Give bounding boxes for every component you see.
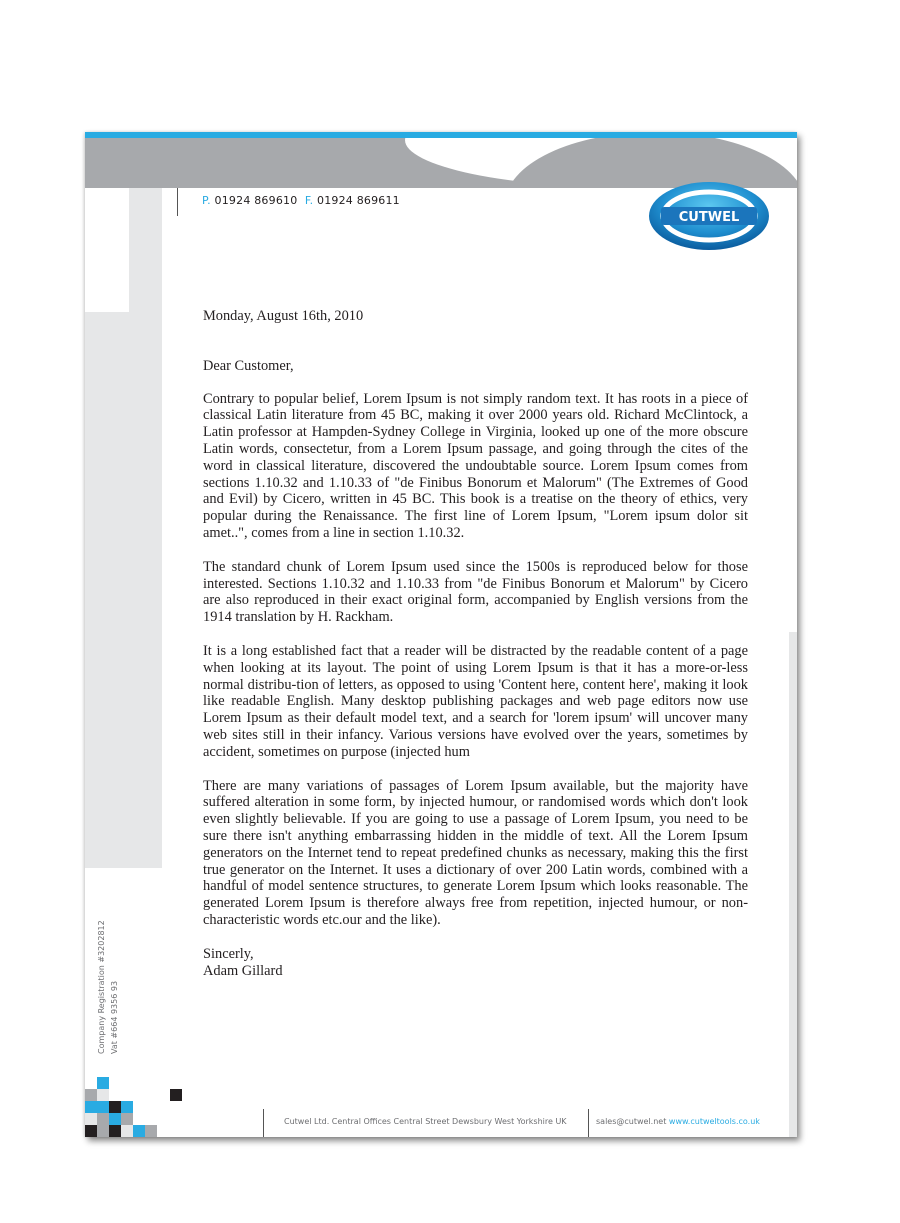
footer-contact [596,1117,760,1126]
mosaic-square [109,1101,121,1113]
header-divider [177,188,178,216]
fax-number: 01924 869611 [317,194,400,207]
side-band-notch [85,188,129,312]
letter-body [203,308,748,979]
vat-number: Vat #664 9356 93 [110,980,119,1054]
mosaic-square [121,1125,133,1137]
letterhead-page [85,132,797,1137]
mosaic-square [97,1113,109,1125]
letter-signature: Adam Gillard [203,962,283,979]
mosaic-square [121,1113,133,1125]
footer-divider [263,1109,264,1137]
mosaic-square [85,1113,97,1125]
phone-label: P. [202,194,211,207]
registration-info [95,920,121,1054]
cutwel-logo [647,180,771,252]
letter-date: Monday, August 16th, 2010 [203,308,364,324]
footer-address: Cutwel Ltd. Central Offices Central Street Dewsbury West Yorkshire UK [284,1117,567,1126]
company-registration: Company Registration #3202812 [97,920,106,1054]
mosaic-square [97,1125,109,1137]
letter-greeting: Dear Customer, [203,357,294,374]
mosaic-square [170,1089,182,1101]
right-edge-band [789,632,797,1137]
header-blue-stripe [85,132,797,138]
paragraph-1: Contrary to popular belief, Lorem Ipsum is not simply random text. It has roots in a piece of classical Latin literature from 45 BC, making it over 2000 years old. Richard McClintock, a Latin professor at Hampden-Sydney College in Virginia, looked up one of the more obscure Latin words, consectetur, from a Lorem Ipsum passage, and going through the cites of the word in classical literature, discovered the undoubtable source. Lorem Ipsum comes from sections 1.10.32 and 1.10.33 of "de Finibus Bonorum et Malorum" (The Extremes of Good and Evil) by Cicero, written in 45 BC. This book is a treatise on the theory of ethics, very popular during the Renaissance. The first line of Lorem Ipsum, "Lorem ipsum dolor sit amet..", comes from a line in section 1.10.32. [203,390,748,541]
logo-text: CUTWEL [678,210,740,225]
paragraph-4: There are many variations of passages of Lorem Ipsum available, but the majority have suffered alteration in some form, by injected humour, or randomised words which don't look even slightly believable. If you are going to use a passage of Lorem Ipsum, you need to be sure there isn't anything embarrassing hidden in the middle of text. All the Lorem Ipsum generators on the Internet tend to repeat predefined chunks as necessary, making this the first true generator on the Internet. It uses a dictionary of over 200 Latin words, combined with a handful of model sentence structures, to generate Lorem Ipsum which looks reasonable. The generated Lorem Ipsum is therefore always free from repetition, injected humour, or non-characteristic words etc.our and the like). [203,777,748,928]
mosaic-square [85,1125,97,1137]
mosaic-square [97,1089,109,1101]
footer-website[interactable]: www.cutweltools.co.uk [668,1117,760,1126]
paragraph-3: It is a long established fact that a reader will be distracted by the readable content of a page when looking at its layout. The point of using Lorem Ipsum is that it has a more-or-less normal distribu-tion of letters, as opposed to using 'Content here, content here', making it look like readable English. Many desktop publishing packages and web page editors now use Lorem Ipsum as their default model text, and a search for 'lorem ipsum' will uncover many web sites still in their infancy. Various versions have evolved over the years, sometimes by accident, sometimes on purpose (injected hum [203,642,748,760]
mosaic-square [85,1101,97,1113]
footer-divider [588,1109,589,1137]
mosaic-square [85,1089,97,1101]
mosaic-square [97,1101,109,1113]
fax-label: F. [304,194,314,207]
mosaic-square [121,1101,133,1113]
footer-email[interactable]: sales@cutwel.net [596,1117,667,1126]
letter-closing: Sincerly, [203,945,254,962]
mosaic-square [109,1125,121,1137]
mosaic-square [145,1125,157,1137]
contact-numbers [202,194,400,207]
mosaic-square [97,1077,109,1089]
mosaic-square [109,1113,121,1125]
paragraph-2: The standard chunk of Lorem Ipsum used since the 1500s is reproduced below for those interested. Sections 1.10.32 and 1.10.33 from "de Finibus Bonorum et Malorum" by Cicero are also reproduced in their exact original form, accompanied by English versions from the 1914 translation by H. Rackham. [203,558,748,626]
mosaic-square [133,1125,145,1137]
phone-number: 01924 869610 [214,194,298,207]
